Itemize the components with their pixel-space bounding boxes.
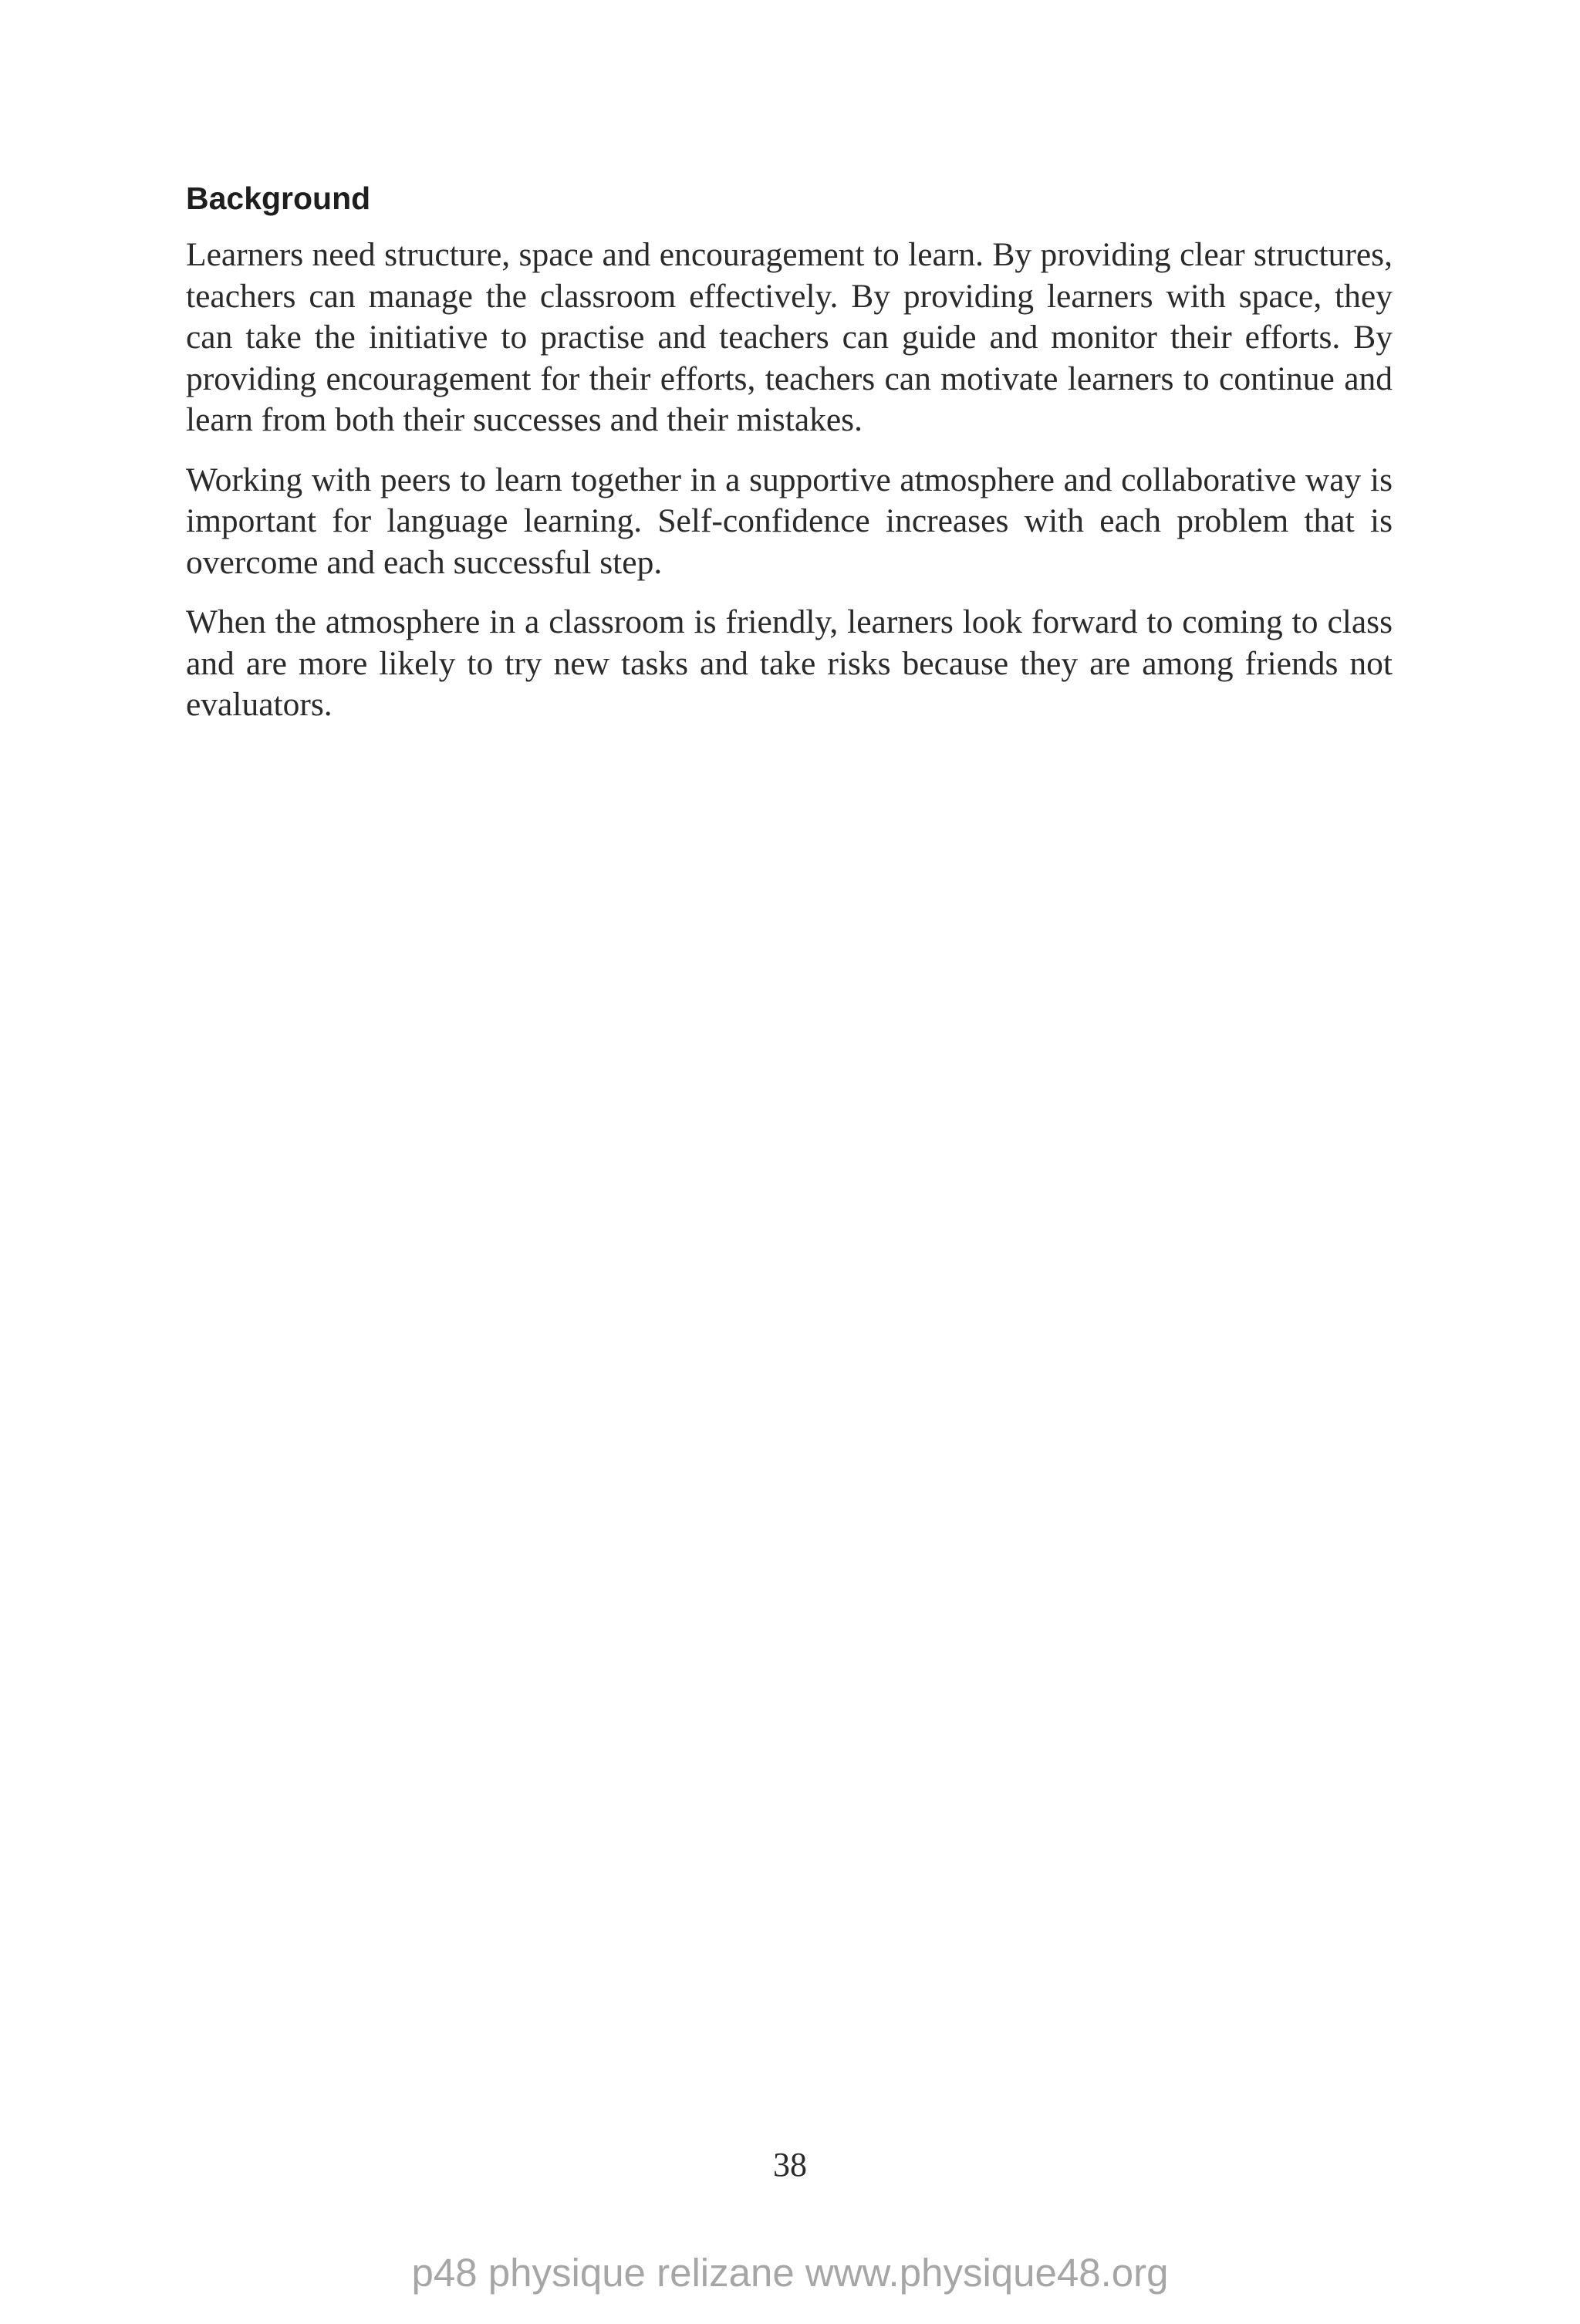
paragraph-1: Learners need structure, space and encouragement to learn. By providing clear structures, teachers can manage the classroom effectively. By providing learners with space, they can take the initiative to practise and teachers can guide and monitor their efforts. By providing encouragement for their efforts, teachers can motivate learners to continue and learn from both their successes and their mistakes. (186, 236, 1393, 438)
page-number: 38 (773, 2146, 807, 2184)
section-heading: Background (186, 181, 371, 216)
watermark-text: p48 physique relizane www.physique48.org (411, 2251, 1169, 2295)
page-content (186, 179, 1393, 745)
paragraph-3: When the atmosphere in a classroom is friendly, learners look forward to coming to class and are more likely to try new tasks and take risks because they are among friends not evaluators. (186, 603, 1393, 723)
paragraph-2: Working with peers to learn together in a supportive atmosphere and collaborative way is important for language learning. Self-confidence increases with each problem that is overcome and each successful step. (186, 461, 1393, 581)
